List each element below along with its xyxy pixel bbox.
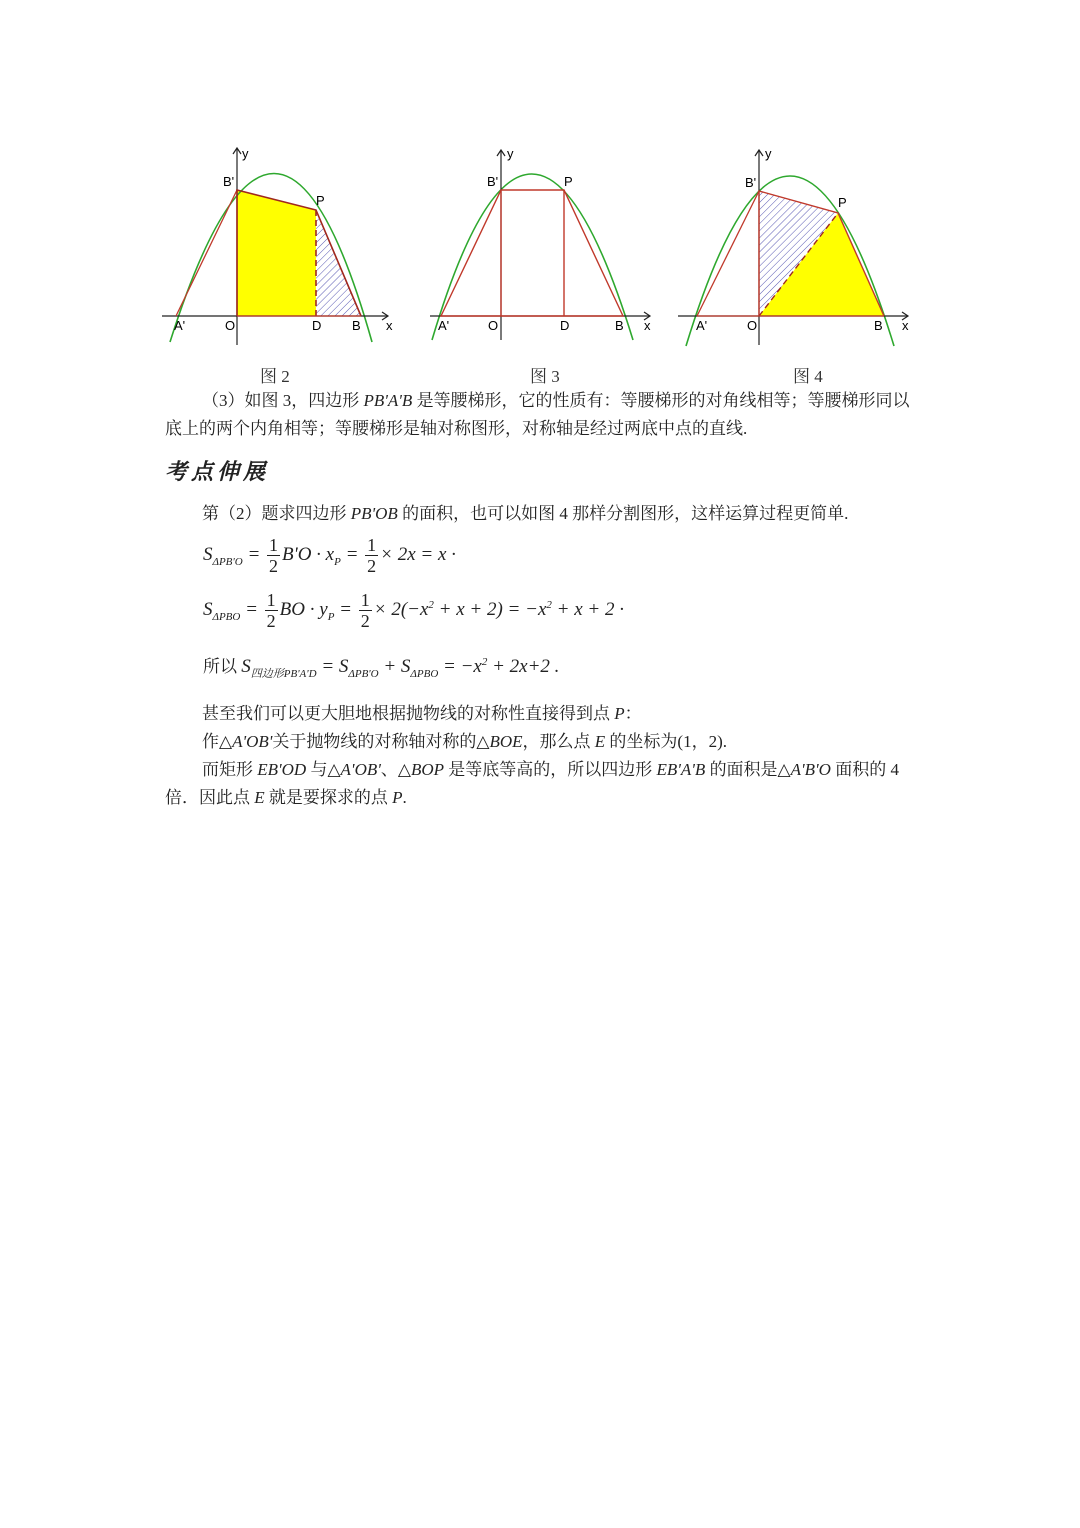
paragraph-symmetry: 甚至我们可以更大胆地根据抛物线的对称性直接得到点 P： (202, 704, 642, 723)
figure-3 (430, 140, 660, 355)
figure-2-caption: 图 2 (260, 367, 290, 386)
part3-paragraph: （3）如图 3，四边形 PB'A'B 是等腰梯形，它的性质有：等腰梯形的对角线相等；等腰梯形同以底上的两个内角相等；等腰梯形是轴对称图形，对称轴是经过两底中点的直线. (165, 391, 910, 438)
svg-text:O: O (488, 318, 499, 333)
figure-4-caption: 图 4 (793, 367, 823, 386)
svg-text:D: D (312, 318, 322, 333)
svg-text:A': A' (696, 318, 708, 333)
figure-4 (670, 140, 920, 355)
paragraph-conclusion: 而矩形 EB'OD 与△A'OB'、△BOP 是等底等高的，所以四边形 EB'A'B 的面积是△A'B'O 面积的 4 倍．因此点 E 就是要探求的点 P. (165, 760, 899, 807)
figure-4-diagram (670, 140, 920, 355)
svg-text:A': A' (438, 318, 450, 333)
equation-3: 所以 $S_{四边形PB'A'D} = S_{\Delta PB'O} + S_{\Delta PBO} = -x^2 + 2x+2$ . (203, 656, 560, 680)
figure-3-caption: 图 3 (530, 367, 560, 386)
svg-text:y: y (507, 146, 514, 161)
yellow-region (237, 190, 316, 316)
label-y: y (242, 146, 249, 161)
svg-text:x: x (644, 318, 651, 333)
svg-text:B': B' (487, 174, 499, 189)
svg-text:O: O (225, 318, 236, 333)
svg-text:P: P (838, 195, 847, 210)
svg-text:P: P (316, 193, 325, 208)
figure-2-diagram (160, 140, 400, 355)
svg-text:A': A' (174, 318, 186, 333)
svg-text:y: y (765, 146, 772, 161)
svg-text:B': B' (223, 174, 235, 189)
svg-text:B: B (352, 318, 361, 333)
parabola (432, 174, 633, 340)
svg-text:D: D (560, 318, 570, 333)
figure-3-diagram (430, 140, 660, 355)
svg-text:O: O (747, 318, 758, 333)
figure-2 (160, 140, 400, 355)
equation-2: $S_{\Delta PBO}$ = $\frac{1}{2}$ BO · $y_P$ = $\frac{1}{2}$ × $2(-x^2 + x + 2) = -x^2 + x + 2$ · (203, 590, 624, 631)
trapezoid (441, 190, 623, 316)
svg-text:x: x (902, 318, 909, 333)
section-heading: 考点伸展 (165, 459, 270, 485)
svg-text:P: P (564, 174, 573, 189)
svg-text:x: x (386, 318, 393, 333)
svg-text:B': B' (745, 175, 757, 190)
svg-text:B: B (874, 318, 883, 333)
svg-text:B: B (615, 318, 624, 333)
extension-intro: 第（2）题求四边形 PB'OB 的面积，也可以如图 4 那样分割图形，这样运算过程更简单. (202, 504, 849, 523)
equation-1: $S_{\Delta PB'O}$ = $\frac{1}{2}$ $B'O \cdot x_P$ = $\frac{1}{2}$ × 2x = x · (203, 535, 456, 576)
paragraph-reflection: 作△A'OB'关于抛物线的对称轴对称的△BOE，那么点 E 的坐标为(1，2). (202, 732, 727, 751)
